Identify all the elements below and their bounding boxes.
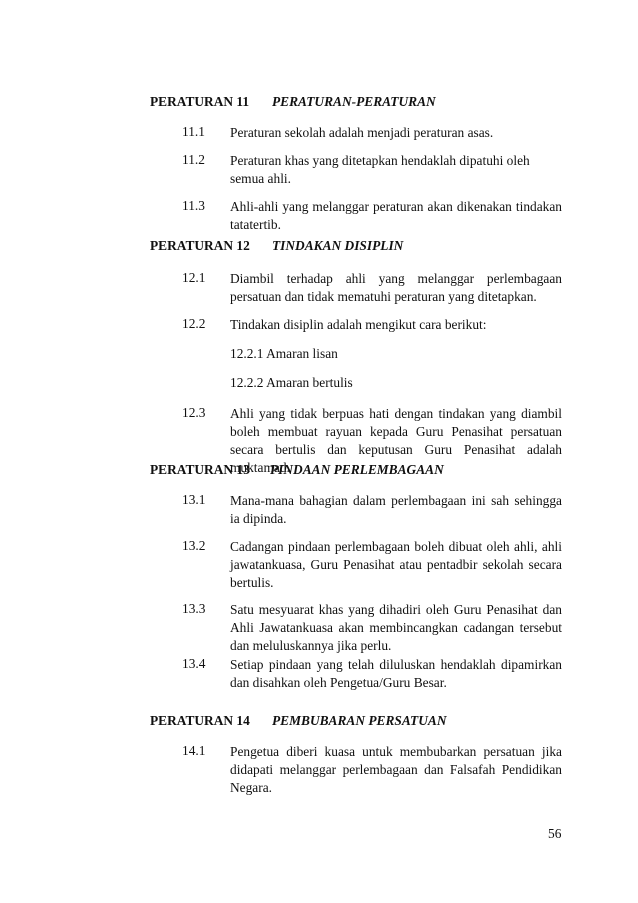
rule-number: 13.3: [182, 601, 206, 616]
section-title: PERATURAN-PERATURAN: [272, 94, 436, 109]
rule-number: 14.1: [182, 743, 206, 758]
section-heading: [150, 238, 404, 254]
rule-number: 11.1: [182, 124, 205, 139]
rule-text: Tindakan disiplin adalah mengikut cara berikut:: [230, 317, 487, 332]
rule-text: Pengetua diberi kuasa untuk membubarkan persatuan jika didapati melanggar perlembagaan dan Falsafah Pendidikan Negara.: [230, 744, 562, 795]
rule-text: Setiap pindaan yang telah diluluskan hendaklah dipamirkan dan disahkan oleh Pengetua/Guru Besar.: [230, 657, 562, 690]
rule-number: 12.2: [182, 316, 206, 331]
section-code: PERATURAN 14: [150, 713, 250, 728]
rule-text: Mana-mana bahagian dalam perlembagaan ini sah sehingga ia dipinda.: [230, 493, 562, 526]
rule-text: Peraturan khas yang ditetapkan hendaklah dipatuhi oleh semua ahli.: [230, 153, 530, 186]
rule-text: Cadangan pindaan perlembagaan boleh dibuat oleh ahli, ahli jawatankuasa, Guru Penasihat atau pentadbir sekolah secara bertulis.: [230, 539, 562, 590]
section-heading: [150, 94, 436, 110]
section-title: PEMBUBARAN PERSATUAN: [272, 713, 447, 728]
rule-number: 11.3: [182, 198, 205, 213]
rule-text: Diambil terhadap ahli yang melanggar perlembagaan persatuan dan tidak mematuhi peraturan yang ditetapkan.: [230, 271, 562, 304]
section-heading: [150, 713, 447, 729]
section-title: TINDAKAN DISIPLIN: [272, 238, 404, 253]
rule-number: 12.1: [182, 270, 206, 285]
section-code: PERATURAN 13: [150, 462, 250, 477]
section-code: PERATURAN 12: [150, 238, 250, 253]
rule-number: 13.1: [182, 492, 206, 507]
sub-rule-item: 12.2.2 Amaran bertulis: [230, 375, 353, 390]
rule-text: Satu mesyuarat khas yang dihadiri oleh Guru Penasihat dan Ahli Jawatankuasa akan membincangkan cadangan tersebut dan meluluskannya jika perlu.: [230, 602, 562, 653]
page-number: 56: [548, 826, 562, 841]
sub-rule-item: 12.2.1 Amaran lisan: [230, 346, 338, 361]
section-title: PINDAAN PERLEMBAGAAN: [270, 462, 444, 477]
rule-text: Peraturan sekolah adalah menjadi peraturan asas.: [230, 125, 494, 140]
rule-number: 13.4: [182, 656, 206, 671]
rule-number: 12.3: [182, 405, 206, 420]
rule-text: Ahli yang tidak berpuas hati dengan tindakan yang diambil boleh membuat rayuan kepada Guru Penasihat persatuan secara bertulis dan keputusan Guru Penasihat adalah muktamad.: [230, 406, 562, 475]
rule-number: 11.2: [182, 152, 205, 167]
section-code: PERATURAN 11: [150, 94, 250, 109]
rule-number: 13.2: [182, 538, 206, 553]
rule-text: Ahli-ahli yang melanggar peraturan akan dikenakan tindakan tatatertib.: [230, 199, 562, 232]
section-heading: [150, 462, 444, 478]
